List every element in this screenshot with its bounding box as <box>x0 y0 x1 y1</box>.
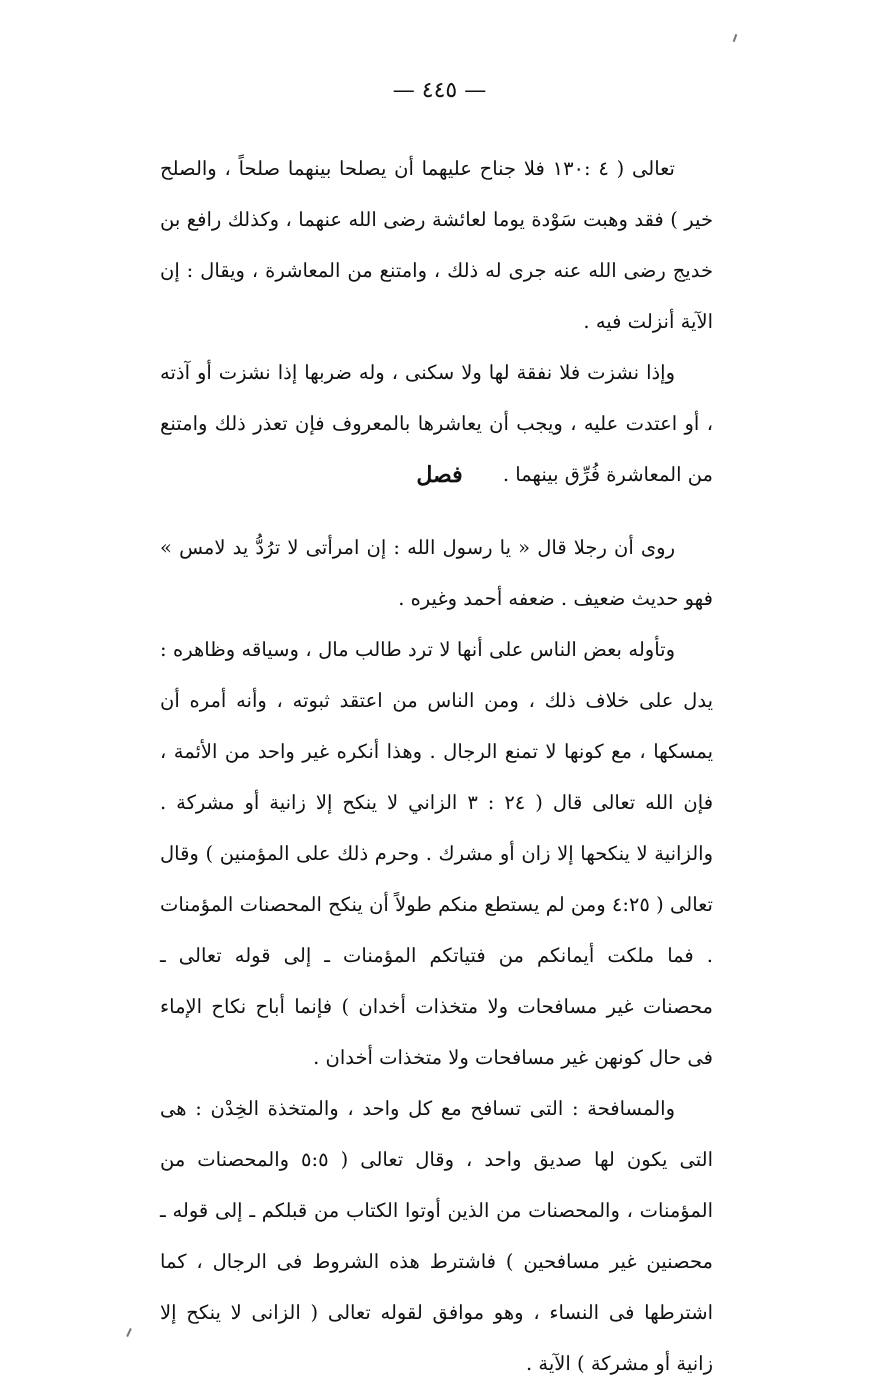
scan-speck <box>126 1328 132 1337</box>
paragraph-4: وتأوله بعض الناس على أنها لا ترد طالب مال ، وسياقه وظاهره : يدل على خلاف ذلك ، ومن الناس من اعتقد ثبوته ، وأنه أمره أن يمسكها ، مع كونها لا تمنع الرجال . وهذا أنكره غير واحد من الأئمة ، فإن الله تعالى قال ( ٢٤ : ٣ الزاني لا ينكح إلا زانية أو مشركة . والزانية لا ينكحها إلا زان أو مشرك . وحرم ذلك على المؤمنين ) وقال تعالى ( ٤:٢٥ ومن لم يستطع منكم طولاً أن ينكح المحصنات المؤمنات . فما ملكت أيمانكم من فتياتكم المؤمنات ـ إلى قوله تعالى ـ محصنات غير مسافحات ولا متخذات أخدان ) فإنما أباح نكاح الإماء فى حال كونهن غير مسافحات ولا متخذات أخدان . <box>160 638 714 1069</box>
page-number: — ٤٤٥ — <box>392 78 487 103</box>
paragraph-3: روى أن رجلا قال « يا رسول الله : إن امرأتى لا ترُدُّ يد لامس » فهو حديث ضعيف . ضعفه أحمد وغيره . <box>160 536 713 610</box>
paragraph-2: وإذا نشزت فلا نفقة لها ولا سكنى ، وله ضربها إذا نشزت أو آذته ، أو اعتدت عليه ، ويجب أن يعاشرها بالمعروف فإن تعذر ذلك وامتنع من المعاشرة فُرِّق بينهما . <box>160 361 713 486</box>
section-heading: فصل <box>416 462 463 488</box>
section-1-text <box>160 143 713 500</box>
scan-speck <box>733 34 738 42</box>
section-2-text <box>160 522 713 1389</box>
paragraph-5: والمسافحة : التى تسافح مع كل واحد ، والمتخذة الخِدْن : هى التى يكون لها صديق واحد ، وقال تعالى ( ٥:٥ والمحصنات من المؤمنات ، والمحصنات من الذين أوتوا الكتاب من قبلكم ـ إلى قوله ـ محصنين غير مسافحين ) فاشترط هذه الشروط فى الرجال ، كما اشترطها فى النساء ، وهو موافق لقوله تعالى ( الزانى لا ينكح إلا زانية أو مشركة ) الآية . <box>160 1097 713 1375</box>
paragraph-1: تعالى ( ٤ :١٣٠ فلا جناح عليهما أن يصلحا بينهما صلحاً ، والصلح خير ) فقد وهبت سَوْدة يوما لعائشة رضى الله عنهما ، وكذلك رافع بن خديج رضى الله عنه جرى له ذلك ، وامتنع من المعاشرة ، ويقال : إن الآية أنزلت فيه . <box>160 157 713 333</box>
